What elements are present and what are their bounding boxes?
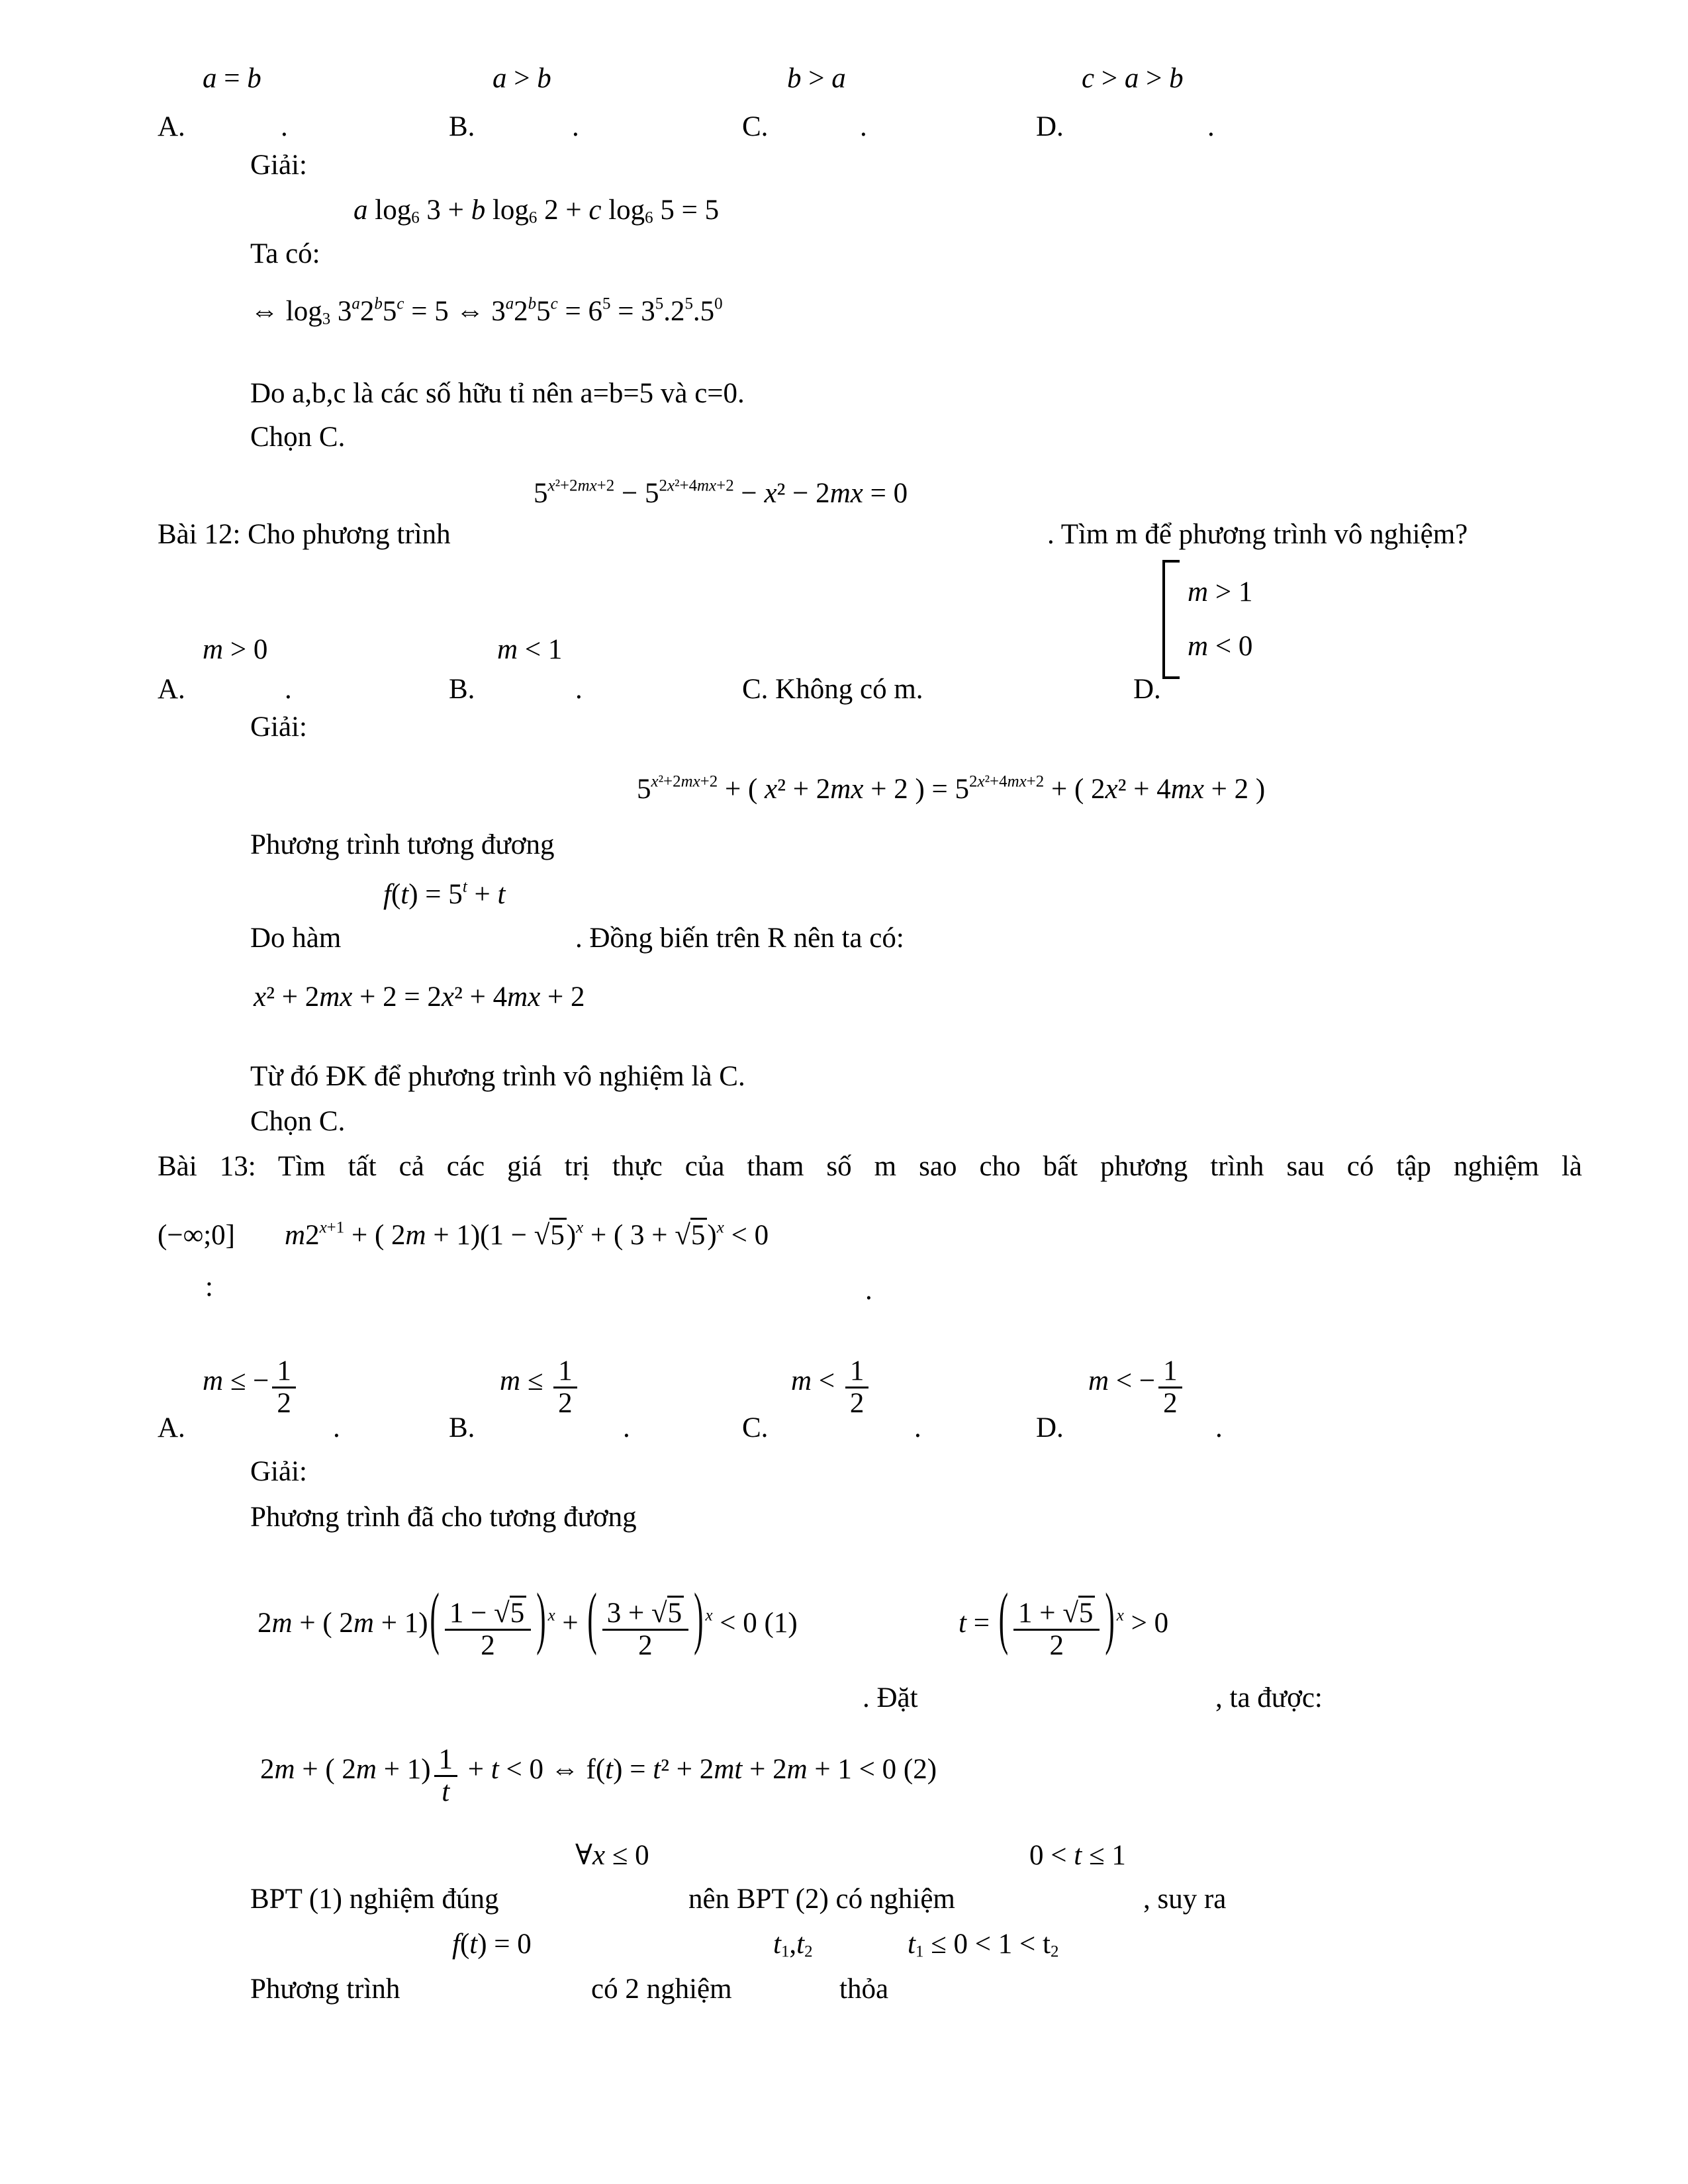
q13-final-text-3: thỏa <box>839 1974 889 2005</box>
q13-inequality-2: 2m + ( 2m + 1) $\frac{1}{t}$ + t < 0 ⇔ f(t) = t² + 2mt + 2m + 1 < 0 (2) <box>260 1744 937 1807</box>
q13-option-b-period: . <box>623 1412 630 1443</box>
q13-option-b-formula: m ≤ $\frac{1}{2}$ <box>500 1356 581 1418</box>
q11-option-a-label: A. <box>158 111 185 142</box>
q12-option-c-label: C. Không có m. <box>742 674 923 705</box>
q11-equation-1: a $\log_6 3 + b$ $\log_6 2 + c$ $\log_6 5 = 5$ <box>353 195 720 227</box>
q13-problem-formula: $m2^{x+1}$ + ( $2m + 1)(1 - √5)^x$ + ( 3 + √5)$^x$ < 0 <box>285 1218 769 1251</box>
q11-option-c-formula: b > a <box>787 63 846 94</box>
q11-ta-co: Ta có: <box>250 238 320 269</box>
q13-option-a-period: . <box>333 1412 340 1443</box>
q11-option-a-formula: a = b <box>203 63 261 94</box>
q11-solution-heading: Giải: <box>250 150 307 181</box>
q12-answer: Chọn C. <box>250 1106 346 1137</box>
q12-option-a-period: . <box>285 674 292 705</box>
q13-solution-heading: Giải: <box>250 1456 307 1487</box>
q12-problem-formula: $5^{x^2+2mx+2} - 5^{2x^2+4mx+2} - x^2 - 2mx = 0$ <box>534 477 908 509</box>
q13-inequality-1: 2m + ( 2m + 1)( $\frac{1 - √5}{2}$ ) $^x$ + ( $\frac{3 + √5}{2}$ ) $^x$ < 0 (1) <box>258 1580 798 1661</box>
q12-option-a-label: A. <box>158 674 185 705</box>
q13-bpt-text-1: BPT (1) nghiệm đúng <box>250 1884 499 1915</box>
q12-dong-bien: . Đồng biến trên R nên ta có: <box>575 923 904 954</box>
q12-do-ham: Do hàm <box>250 923 342 954</box>
q12-system-condition-2: m < 0 <box>1188 631 1253 662</box>
q13-ft-zero: f(t) = 0 <box>452 1929 532 1960</box>
q12-option-d-label: D. <box>1133 674 1161 705</box>
q13-final-text-2: có 2 nghiệm <box>591 1974 732 2005</box>
q11-option-b-label: B. <box>449 111 475 142</box>
q13-domain: (−∞;0] <box>158 1220 235 1251</box>
q12-equation-1: $5^{x^2+2mx+2}$ + ( x² + 2mx + 2 ) = $5^{2x^2+4mx+2}$ + ( 2x² + 4mx + 2 ) <box>637 772 1266 805</box>
q13-option-a-label: A. <box>158 1412 185 1443</box>
q13-option-a-formula: m ≤ − $\frac{1}{2}$ <box>203 1356 299 1418</box>
q11-option-c-label: C. <box>742 111 769 142</box>
q12-option-b-formula: m < 1 <box>497 634 563 665</box>
q13-bpt-text-2: nên BPT (2) có nghiệm <box>688 1884 955 1915</box>
q13-final-text-1: Phương trình <box>250 1974 400 2005</box>
q13-option-d-formula: m < − $\frac{1}{2}$ <box>1088 1356 1186 1418</box>
q13-bpt-text-3: , suy ra <box>1143 1884 1227 1915</box>
q12-conclusion: Từ đó ĐK để phương trình vô nghiệm là C. <box>250 1061 745 1092</box>
q11-option-d-formula: c > a > b <box>1082 63 1184 94</box>
q12-equation-2: x² + 2mx + 2 = 2x² + 4mx + 2 <box>254 981 585 1013</box>
q13-dat-text: . Đặt <box>863 1682 918 1713</box>
q13-option-c-formula: m < $\frac{1}{2}$ <box>791 1356 872 1418</box>
q13-condition-t-range: 0 < t ≤ 1 <box>1029 1840 1126 1871</box>
q12-equiv-text: Phương trình tương đương <box>250 829 555 860</box>
q13-ta-duoc-text: , ta được: <box>1215 1682 1323 1713</box>
q11-option-b-formula: a > b <box>492 63 551 94</box>
q13-equiv-text: Phương trình đã cho tương đương <box>250 1502 637 1533</box>
q13-roots-condition: $t_1 \le 0 < 1 < t_2$ <box>908 1929 1059 1961</box>
q12-system-condition-1: m > 1 <box>1188 576 1253 608</box>
q12-option-a-formula: m > 0 <box>203 634 268 665</box>
q13-option-c-label: C. <box>742 1412 769 1443</box>
q11-option-a-period: . <box>281 111 288 142</box>
q13-option-b-label: B. <box>449 1412 475 1443</box>
q12-problem-outro: . Tìm m để phương trình vô nghiệm? <box>1047 519 1468 550</box>
q11-equation-2: ⇔ $\log_3 3^a2^b5^c = 5$ ⇔ $3^a2^b5^c = 6^5 = 3^5.2^5.5^0$ <box>250 295 723 328</box>
q12-solution-heading: Giải: <box>250 711 307 743</box>
q13-condition-forall-x: ∀x ≤ 0 <box>575 1840 649 1871</box>
q11-option-d-period: . <box>1207 111 1215 142</box>
q12-option-d-system-bracket <box>1162 560 1252 679</box>
q13-period: . <box>865 1275 872 1306</box>
q13-option-d-label: D. <box>1036 1412 1064 1443</box>
q12-function-def: $f(t) = 5^t + t$ <box>383 878 506 910</box>
q12-problem-intro: Bài 12: Cho phương trình <box>158 519 451 550</box>
q13-option-d-period: . <box>1215 1412 1223 1443</box>
q13-substitution-def: t = ( $\frac{1 + √5}{2}$ ) $^x$ > 0 <box>959 1580 1169 1661</box>
q12-option-b-period: . <box>575 674 583 705</box>
q11-option-d-label: D. <box>1036 111 1064 142</box>
q13-colon: : <box>205 1271 213 1302</box>
q13-problem-intro: Bài 13: Tìm tất cả các giá trị thực của tham số m sao cho bất phương trình sau có tập nghiệm là <box>158 1151 1582 1182</box>
q13-roots: $t_1,t_2$ <box>773 1929 813 1961</box>
q11-option-b-period: . <box>572 111 579 142</box>
q13-option-c-period: . <box>914 1412 921 1443</box>
q12-option-b-label: B. <box>449 674 475 705</box>
q11-option-c-period: . <box>860 111 867 142</box>
q11-note: Do a,b,c là các số hữu tỉ nên a=b=5 và c=0. <box>250 378 745 409</box>
q11-answer: Chọn C. <box>250 422 346 453</box>
